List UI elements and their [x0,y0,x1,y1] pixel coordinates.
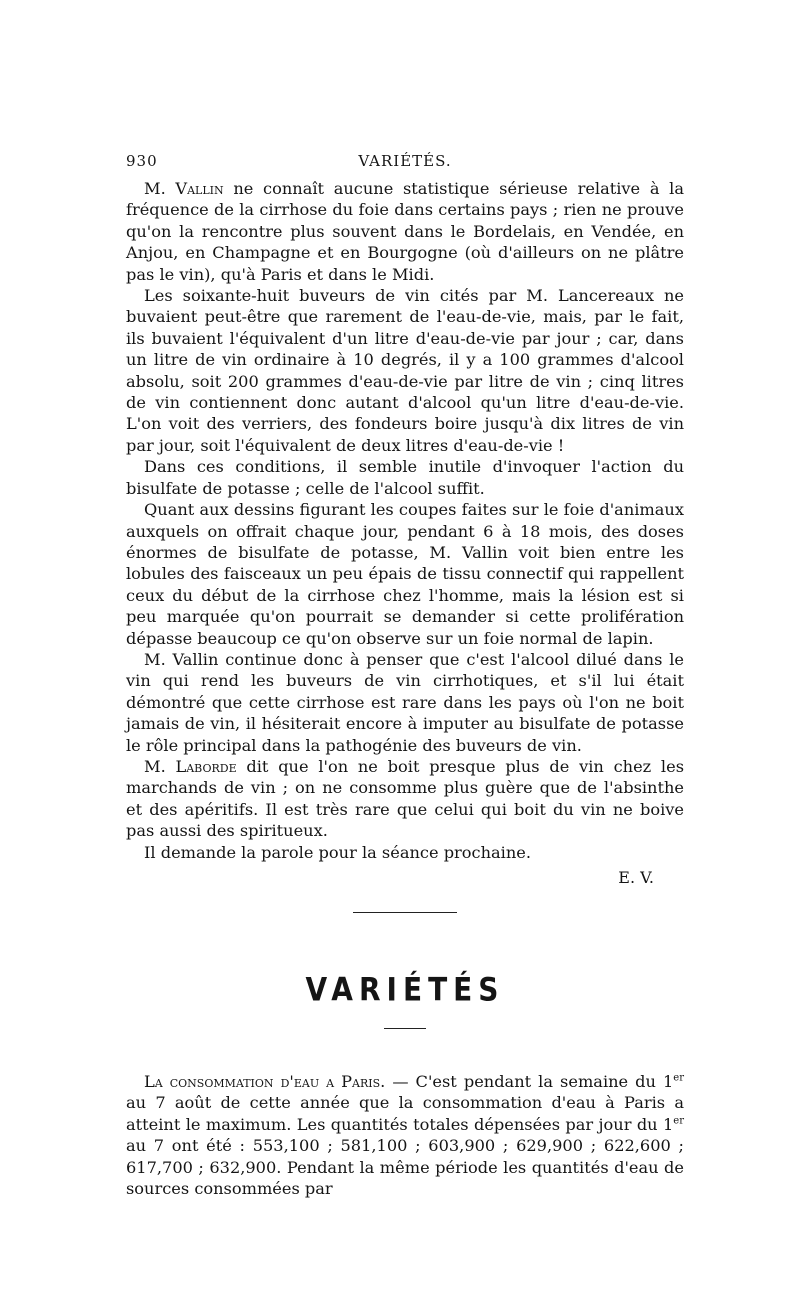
paragraph-vallin-statistics [126,178,684,285]
paragraph-laborde [126,756,684,842]
running-title: VARIÉTÉS. [358,152,452,170]
paragraph-text: — C'est pendant la semaine du 1 [385,1072,674,1091]
signature: E. V. [618,868,654,887]
page-number: 930 [126,152,158,170]
paragraph-text: Il demande la parole pour la séance prochaine. [144,842,532,862]
paragraph-bisulfate [126,456,684,499]
title-underline-rule [384,1028,426,1029]
article-heading: La consommation d'eau a Paris. [144,1072,386,1091]
paragraph-text: au 7 août de cette année que la consommation d'eau à Paris a atteint le maximum. Les quantités totales dépensées par jour du 1 [126,1093,684,1134]
superscript-er: er [673,1115,684,1127]
superscript-er: er [673,1072,684,1084]
paragraph-liver-sections [126,499,684,649]
paragraph-text: dit que l'on ne boit presque plus de vin chez les marchands de vin ; on ne consomme plus guère que de l'absinthe et des apéritifs. Il est très rare que celui qui boit du vin ne boive pas aussi des spiritueux. [126,756,684,841]
paragraph-text: M. Vallin continue donc à penser que c'est l'alcool dilué dans le vin qui rend les buveurs de vin cirrhotiques, et s'il lui était démontré que cette cirrhose est rare dans les pays où l'on ne boit jamais de vin, il hésiterait encore à imputer au bisulfate de potasse le rôle principal dans la pathogénie des buveurs de vin. [126,649,684,755]
running-head [126,152,684,178]
section-title: VARIÉTÉS [305,970,505,1009]
document-page [126,152,684,1199]
paragraph-vallin-conclusion [126,649,684,756]
paragraph-text: ne connaît aucune statistique sérieuse relative à la fréquence de la cirrhose du foie dans certains pays ; rien ne prouve qu'on la rencontre plus souvent dans le Bordelais, en Vendée, en Anjou, en Champagne et en Bourgogne (où d'ailleurs on ne plâtre pas le vin), qu'à Paris et dans le Midi. [126,179,684,284]
speaker-name: M. Vallin [144,179,224,198]
paragraph-text: Dans ces conditions, il semble inutile d'invoquer l'action du bisulfate de potasse ; celle de l'alcool suffit. [126,457,684,498]
paragraph-text: Quant aux dessins figurant les coupes faites sur le foie d'animaux auxquels on offrait chaque jour, pendant 6 à 18 mois, des doses énormes de bisulfate de potasse, M. Vallin voit bien entre les lobules des faisceaux un peu épais de tissu connectif qui rappellent ceux du début de la cirrhose chez l'homme, mais la lésion est si peu marquée qu'on pourrait se demander si cette prolifération dépasse beaucoup ce qu'on observe sur un foie normal de lapin. [126,500,684,648]
speaker-name: M. Laborde [144,756,237,776]
paragraph-water-consumption [126,1071,684,1199]
paragraph-next-session [126,842,684,863]
paragraph-text: au 7 ont été : 553,100 ; 581,100 ; 603,900 ; 629,900 ; 622,600 ; 617,700 ; 632,900. Pendant la même période les quantités d'eau de sources consommées par [126,1136,684,1199]
paragraph-text: Les soixante-huit buveurs de vin cités par M. Lancereaux ne buvaient peut-être que rarement de l'eau-de-vie, mais, par le fait, ils buvaient l'équivalent d'un litre d'eau-de-vie par jour ; car, dans un litre de vin ordinaire à 10 degrés, il y a 100 grammes d'alcool absolu, soit 200 grammes d'eau-de-vie par litre de vin ; cinq litres de vin contiennent donc autant d'alcool qu'un litre d'eau-de-vie. L'on voit des verriers, des fondeurs boire jusqu'à dix litres de vin par jour, soit l'équivalent de deux litres d'eau-de-vie ! [126,286,684,455]
section-divider-rule [353,912,457,913]
paragraph-lancereaux-drinkers [126,285,684,456]
